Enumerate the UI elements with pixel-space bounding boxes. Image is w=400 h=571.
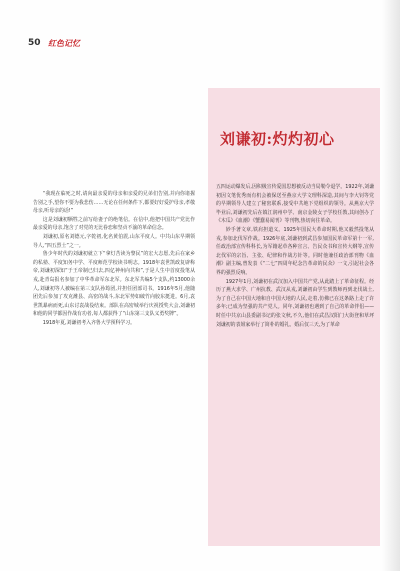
paragraph: 五四运动爆发后,因积极宣传爱国思想被反动当局勒令退学。1922年,刘谦初因文笔优秀而有机会被保送至燕京大学文理科深造,其间与李大钊等党的早期领导人建立了秘密联系,接受中共地下党组织的领导。从燕京大学毕业后,刘谦初先后在镇江润州中学、南京金陵女子学校任教,其间创办了《木瓜》《血潮》《蟹蠢易闻刊》等刊物,热切向往革命。: [216, 184, 374, 225]
page-number: 50: [28, 38, 41, 48]
paragraph: 鲁少年时代的刘谦初就立下“拿灯苦读为黎民”的宏大志愿,先后在家乡的私塾、平度知务中学、平度师范学校读书明志。1918年袁世凯政复辟称帝,刘谦初深知“于王帝制已归去,四亿神州向共和”,于是人生中首度投笔从戎,赴青岛报名参加了中华革命军东北军。东北军共编5个支队,约13000余人,刘谦初等人被编在第三支队孙筠团,并担任团部司书。1916年5月,他随团先后参加了攻克潍县、高密的战斗,东北军势如破竹向胶东挺进。6月,袁世凯暴病而死,山东讨袁战役结束。部队在高密城举行庆祝授奖大会,刘谦初和他的同学都因作战有功者,每人都获得了“山东第三支队义勇奖牌”。: [33, 251, 195, 318]
paragraph: 这是刘谦初牺牲之前写给妻子的绝笔信。在信中,他把中国共产党比作最亲爱的母亲,饱含了对党的无比眷恋和坚贞不渝的革命信念。: [33, 216, 195, 232]
paragraph: 刘谦初,原名刘德元,字乾初,化名黄伯震,山东平度人。中共山东早期领导人,“四五烈士”之一。: [33, 233, 195, 249]
paragraph: 妙手著文章,铁肩担道义。1925年国民大革命时期,他又毅然投笔从戎,参加北伐军作战。1926年底,刘谦初到武昌参加国民革命军第十一军,任政治部宣传科科长,为军籍起草各种宣言、告民众书和宣传大纲等,宣传北伐军的宗旨、主张、纪律和作战方针等。同时他兼任政治部刊物《血潮》副主编,曾发表《“二七”四周年纪念告革命的民众》一文,引起社会各界的强烈反响。: [216, 226, 374, 276]
paragraph: “我现在临死之时,请向最亲爱的母亲和亲爱的兄弟们告别,并向你诸握告别之手,望你不要为我悲伤……无论在任何条件下,都要好好爱护母亲,孝敬母亲,听母亲的话!”: [33, 191, 195, 215]
right-column: [216, 183, 374, 329]
left-column: [33, 190, 195, 328]
title-banner: [208, 88, 380, 166]
section-tag: 红色记忆: [48, 39, 80, 48]
paragraph: 1918年夏,刘谦初考入齐鲁大学预科学习。: [42, 319, 136, 326]
paragraph: 1927年1月,刘谦初在武汉加入中国共产党,从此踏上了革命征程。经历了燕大求学、广州抗教、武汉从戎,刘谦初由学生到教师再到北伐战士,为了自己在中国大地和自中国大地的人民,走着,仿佛已在这条路上走了许多年;已成为坚强的共产党人。同年,刘谦初也遇到了自己的革命伴侣——时任中共京山县委副书记的张文秋,不久,他们在武昌汉阳门大街登和草坪刘谦初的表姐家举行了简朴的婚礼。婚后仅三天,为了革命: [216, 278, 374, 328]
page-gutter-shadow: [382, 0, 400, 571]
article-title: 刘谦初:灼灼初心: [220, 130, 335, 148]
